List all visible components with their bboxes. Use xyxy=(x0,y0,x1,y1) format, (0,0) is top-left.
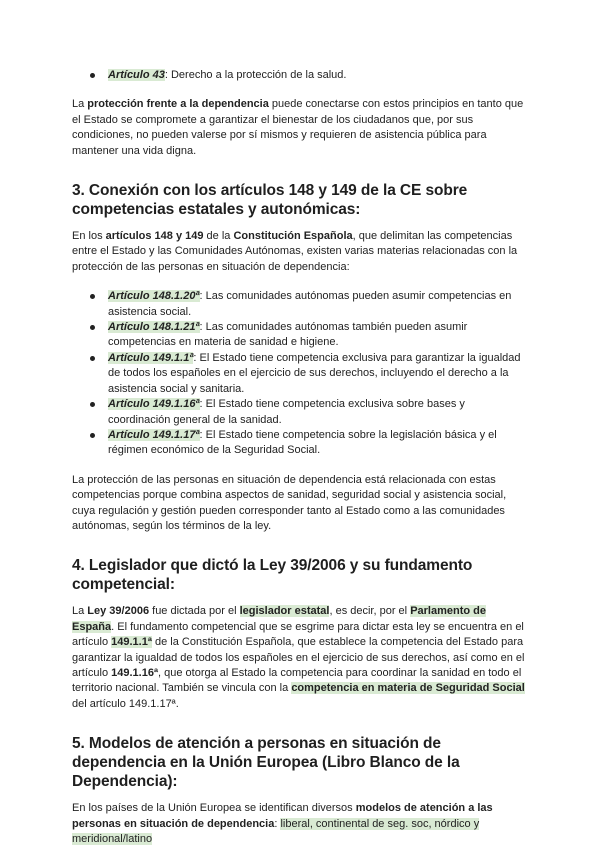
intro-bullet-list xyxy=(72,68,528,83)
bold-term: modelos de atención a las personas en situación de dependencia xyxy=(72,802,493,830)
article-text: : Las comunidades autónomas también pueden asumir competencias en materia de sanidad e higiene. xyxy=(108,321,468,349)
section-3-closing: La protección de las personas en situación de dependencia está relacionada con estas competencias porque combina aspectos de sanidad, seguridad social y asistencia social, cuya regulación y gestión pueden corresponder tanto al Estado como a las comunidades autónomas, según los términos de la ley. xyxy=(72,473,507,532)
article-label: Artículo 149.1.16ª xyxy=(108,398,200,411)
text-run: , es decir, por el xyxy=(329,605,411,618)
list-item xyxy=(72,68,528,83)
bold-term: protección frente a la dependencia xyxy=(87,98,269,111)
text-run: La xyxy=(72,605,88,618)
article-text: : Derecho a la protección de la salud. xyxy=(164,69,347,81)
article-label: Artículo 149.1.1ª xyxy=(108,351,194,364)
highlighted-term: 149.1.1ª xyxy=(111,636,152,649)
bold-term: 149.1.16ª xyxy=(111,666,159,679)
section-3-bullet-list xyxy=(72,289,528,458)
paragraph-dependency-protection xyxy=(72,97,528,159)
section-5-heading: 5. Modelos de atención a personas en situación de dependencia en la Unión Europea (Libro Blanco de la Dependencia): xyxy=(72,735,460,791)
text-run: : xyxy=(274,817,281,830)
highlighted-term: Parlamento de España xyxy=(72,605,486,633)
text-run: , que delimitan las competencias entre el Estado y las Comunidades Autónomas, existen varias materias relacionadas con la protección de las personas en situación de dependencia: xyxy=(72,230,518,273)
list-item xyxy=(72,320,528,351)
bold-term: Ley 39/2006 xyxy=(87,605,150,618)
list-item xyxy=(72,397,528,428)
section-4-paragraph xyxy=(72,604,528,712)
highlighted-term: competencia en materia de Seguridad Social xyxy=(291,682,525,695)
article-label: Artículo 148.1.21ª xyxy=(108,321,200,334)
text-run: de la xyxy=(203,230,234,243)
highlighted-term: legislador estatal xyxy=(239,605,330,618)
article-label: Artículo 148.1.20ª xyxy=(108,290,200,303)
text-run: puede conectarse con estos principios en tanto que el Estado se compromete a garantizar el bienestar de los ciudadanos que, por sus condiciones, no pueden valerse por sí mismos y requieren de asistencia pública para mantener una vida digna. xyxy=(72,98,524,157)
article-text: : El Estado tiene competencia sobre la legislación básica y el régimen económico de la Seguridad Social. xyxy=(108,428,497,457)
list-item xyxy=(72,428,528,459)
text-run: , que otorga al Estado la competencia para coordinar la sanidad en todo el territorio nacional. También se vincula con la xyxy=(72,666,522,695)
section-3-heading: 3. Conexión con los artículos 148 y 149 de la CE sobre competencias estatales y autonómicas: xyxy=(72,182,468,219)
text-run: fue dictada por el xyxy=(149,605,240,618)
article-text: : Las comunidades autónomas pueden asumir competencias en asistencia social. xyxy=(108,290,512,318)
bold-term: artículos 148 y 149 xyxy=(105,230,204,243)
section-5-paragraph xyxy=(72,801,528,847)
text-run: En los xyxy=(72,230,106,243)
article-label: Artículo 43 xyxy=(108,69,165,81)
text-run: del artículo 149.1.17ª. xyxy=(72,697,179,710)
article-text: : El Estado tiene competencia exclusiva para garantizar la igualdad de todos los españoles en el ejercicio de sus derechos, incluyendo el derecho a la asistencia social y sanitaria. xyxy=(108,351,521,395)
text-run: La xyxy=(72,98,88,111)
document-content xyxy=(72,68,528,847)
article-label: Artículo 149.1.17ª xyxy=(108,428,200,441)
text-run: En los países de la Unión Europea se identifican diversos xyxy=(72,802,356,815)
text-run: de la Constitución Española, que establece la competencia del Estado para garantizar la igualdad de todos los españoles en el ejercicio de sus derechos, así como en el artículo xyxy=(72,636,525,679)
section-3-intro xyxy=(72,229,528,275)
list-item xyxy=(72,289,528,320)
list-item xyxy=(72,351,528,397)
section-4-heading: 4. Legislador que dictó la Ley 39/2006 y su fundamento competencial: xyxy=(72,557,473,594)
highlighted-term: liberal, continental de seg. soc, nórdico y meridional/latino xyxy=(72,817,480,845)
article-text: : El Estado tiene competencia exclusiva sobre bases y coordinación general de la sanidad. xyxy=(108,398,465,426)
text-run: . El fundamento competencial que se esgrime para dictar esta ley se encuentra en el artículo xyxy=(72,620,524,649)
bold-term: Constitución Española xyxy=(233,230,353,243)
